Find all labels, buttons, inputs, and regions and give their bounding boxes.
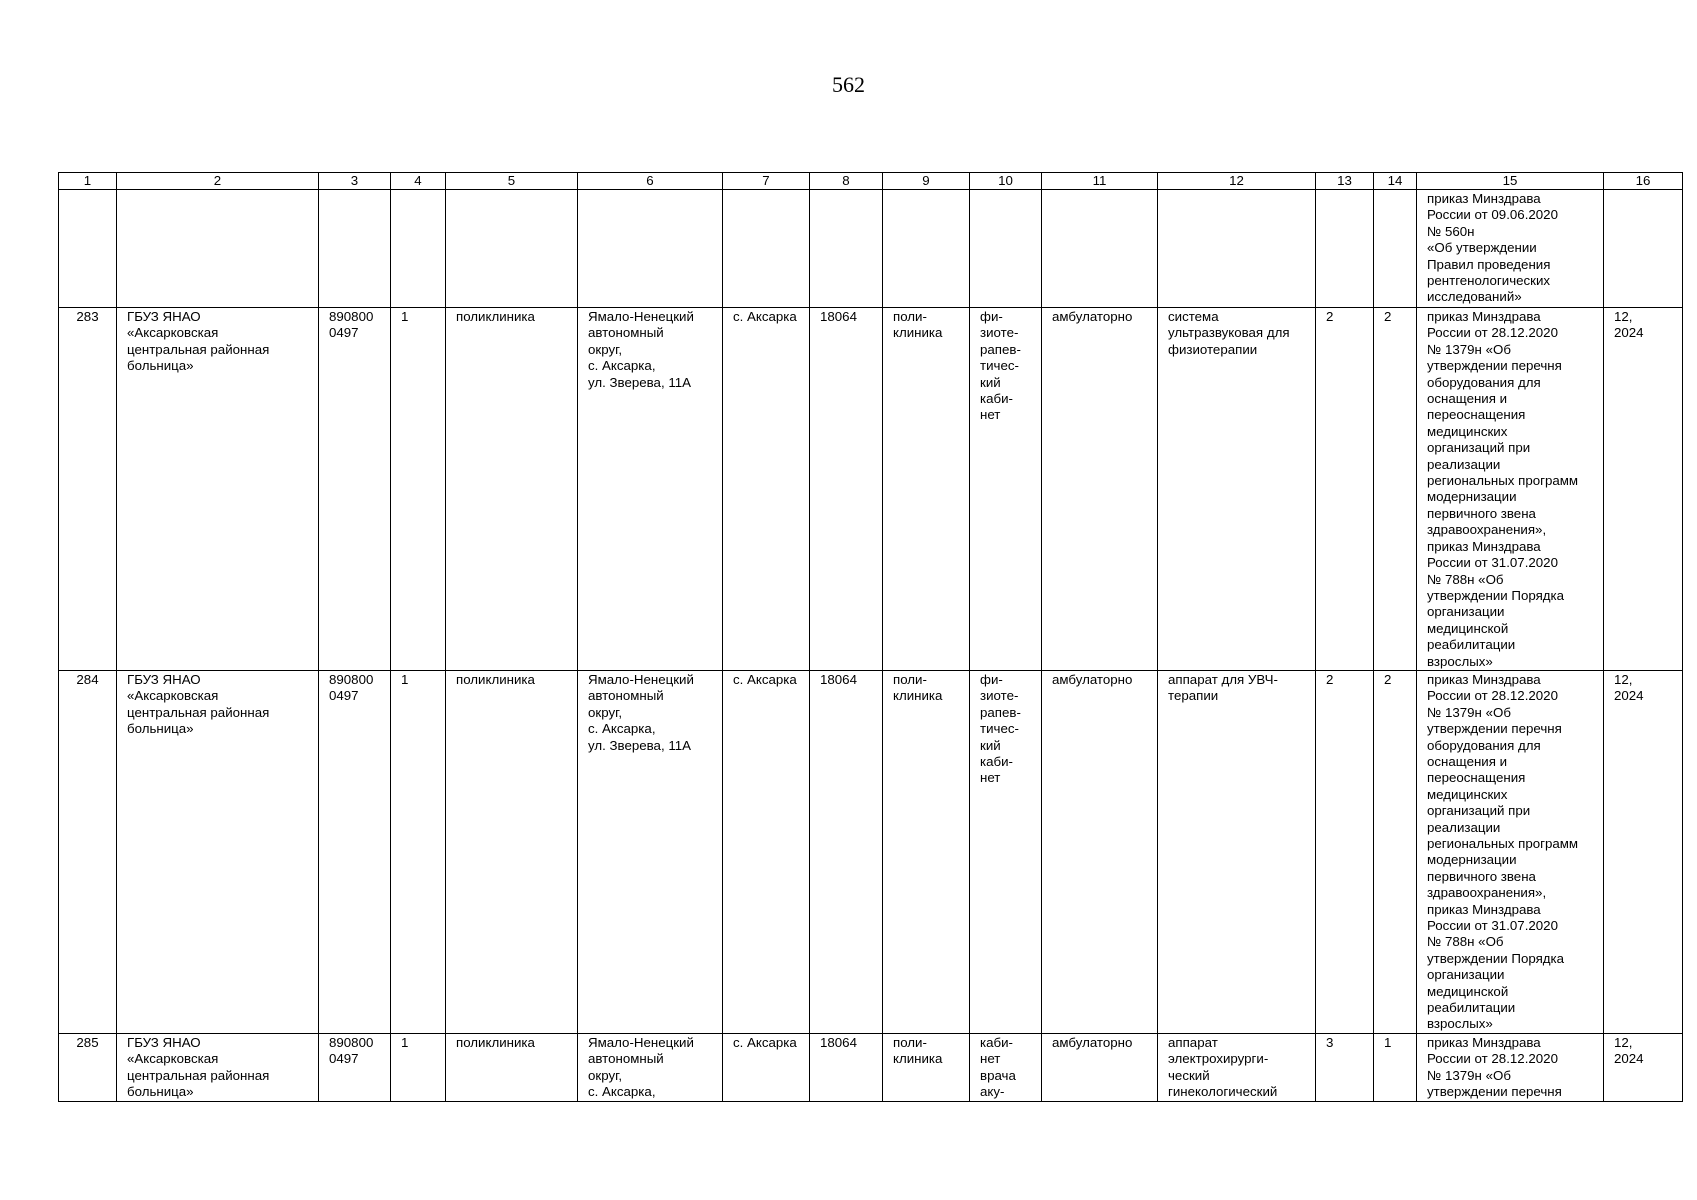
column-header: 6: [578, 173, 723, 190]
column-header: 11: [1042, 173, 1158, 190]
column-header: 5: [446, 173, 578, 190]
cell-room: фи- зиоте- рапев- тичес- кий каби- нет: [970, 308, 1042, 671]
cell-equipment: система ультразвуковая для физиотерапии: [1158, 308, 1316, 671]
cell-inn: 890800 0497: [319, 1033, 391, 1101]
column-header: 3: [319, 173, 391, 190]
cell-unit: поли- клиника: [883, 670, 970, 1033]
column-header: 2: [117, 173, 319, 190]
cell-col13: 2: [1316, 670, 1374, 1033]
cell-mode: амбулаторно: [1042, 670, 1158, 1033]
column-number-header-row: [59, 173, 1683, 190]
cell-number: 284: [59, 670, 117, 1033]
cell-organization: ГБУЗ ЯНАО «Аксарковская центральная районная больница»: [117, 308, 319, 671]
column-header: 14: [1374, 173, 1417, 190]
table-row-continuation: [59, 190, 1683, 308]
cell-population: 18064: [810, 670, 883, 1033]
page-number: 562: [832, 72, 865, 97]
cell-equipment: аппарат для УВЧ- терапии: [1158, 670, 1316, 1033]
cell-address: Ямало-Ненецкий автономный округ, с. Аксарка,: [578, 1033, 723, 1101]
cell-mode: амбулаторно: [1042, 1033, 1158, 1101]
cell-locality: с. Аксарка: [723, 1033, 810, 1101]
equipment-registry-table: [58, 172, 1683, 1102]
cell-organization: ГБУЗ ЯНАО «Аксарковская центральная районная больница»: [117, 670, 319, 1033]
cell-room: фи- зиоте- рапев- тичес- кий каби- нет: [970, 670, 1042, 1033]
cell-locality: с. Аксарка: [723, 308, 810, 671]
table-row: [59, 1033, 1683, 1101]
column-header: 13: [1316, 173, 1374, 190]
cell-unit: поли- клиника: [883, 308, 970, 671]
cell-basis: приказ Минздрава России от 09.06.2020 № 560н «Об утверждении Правил проведения рентгенологических исследований»: [1417, 190, 1604, 308]
cell-number: 283: [59, 308, 117, 671]
cell-type: поликлиника: [446, 670, 578, 1033]
table-row: [59, 308, 1683, 671]
cell-inn: 890800 0497: [319, 308, 391, 671]
table-row: [59, 670, 1683, 1033]
cell-col4: 1: [391, 1033, 446, 1101]
cell-mode: амбулаторно: [1042, 308, 1158, 671]
cell-basis: приказ Минздрава России от 28.12.2020 № 1379н «Об утверждении перечня оборудования для оснащения и переоснащения медицинских организаций при реализации региональных программ модернизации первичного звена здравоохранения», приказ Минздрава России от 31.07.2020 № 788н «Об утверждении Порядка организации медицинской реабилитации взрослых»: [1417, 670, 1604, 1033]
cell-date: 12, 2024: [1604, 1033, 1683, 1101]
column-header: 1: [59, 173, 117, 190]
column-header: 9: [883, 173, 970, 190]
column-header: 10: [970, 173, 1042, 190]
cell-number: 285: [59, 1033, 117, 1101]
cell-locality: с. Аксарка: [723, 670, 810, 1033]
cell-equipment: аппарат электрохирурги- ческий гинекологический: [1158, 1033, 1316, 1101]
cell-col14: 2: [1374, 670, 1417, 1033]
cell-date: 12, 2024: [1604, 308, 1683, 671]
cell-population: 18064: [810, 308, 883, 671]
cell-address: Ямало-Ненецкий автономный округ, с. Аксарка, ул. Зверева, 11А: [578, 670, 723, 1033]
cell-address: Ямало-Ненецкий автономный округ, с. Аксарка, ул. Зверева, 11А: [578, 308, 723, 671]
cell-col4: 1: [391, 308, 446, 671]
cell-type: поликлиника: [446, 1033, 578, 1101]
cell-col13: 2: [1316, 308, 1374, 671]
cell-type: поликлиника: [446, 308, 578, 671]
cell-col14: 2: [1374, 308, 1417, 671]
cell-col4: 1: [391, 670, 446, 1033]
column-header: 16: [1604, 173, 1683, 190]
cell-basis: приказ Минздрава России от 28.12.2020 № 1379н «Об утверждении перечня оборудования для оснащения и переоснащения медицинских организаций при реализации региональных программ модернизации первичного звена здравоохранения», приказ Минздрава России от 31.07.2020 № 788н «Об утверждении Порядка организации медицинской реабилитации взрослых»: [1417, 308, 1604, 671]
cell-basis: приказ Минздрава России от 28.12.2020 № 1379н «Об утверждении перечня: [1417, 1033, 1604, 1101]
column-header: 4: [391, 173, 446, 190]
cell-population: 18064: [810, 1033, 883, 1101]
cell-date: 12, 2024: [1604, 670, 1683, 1033]
cell-inn: 890800 0497: [319, 670, 391, 1033]
cell-col13: 3: [1316, 1033, 1374, 1101]
cell-room: каби- нет врача аку-: [970, 1033, 1042, 1101]
cell-col14: 1: [1374, 1033, 1417, 1101]
column-header: 7: [723, 173, 810, 190]
column-header: 12: [1158, 173, 1316, 190]
column-header: 15: [1417, 173, 1604, 190]
cell-unit: поли- клиника: [883, 1033, 970, 1101]
cell-organization: ГБУЗ ЯНАО «Аксарковская центральная районная больница»: [117, 1033, 319, 1101]
column-header: 8: [810, 173, 883, 190]
